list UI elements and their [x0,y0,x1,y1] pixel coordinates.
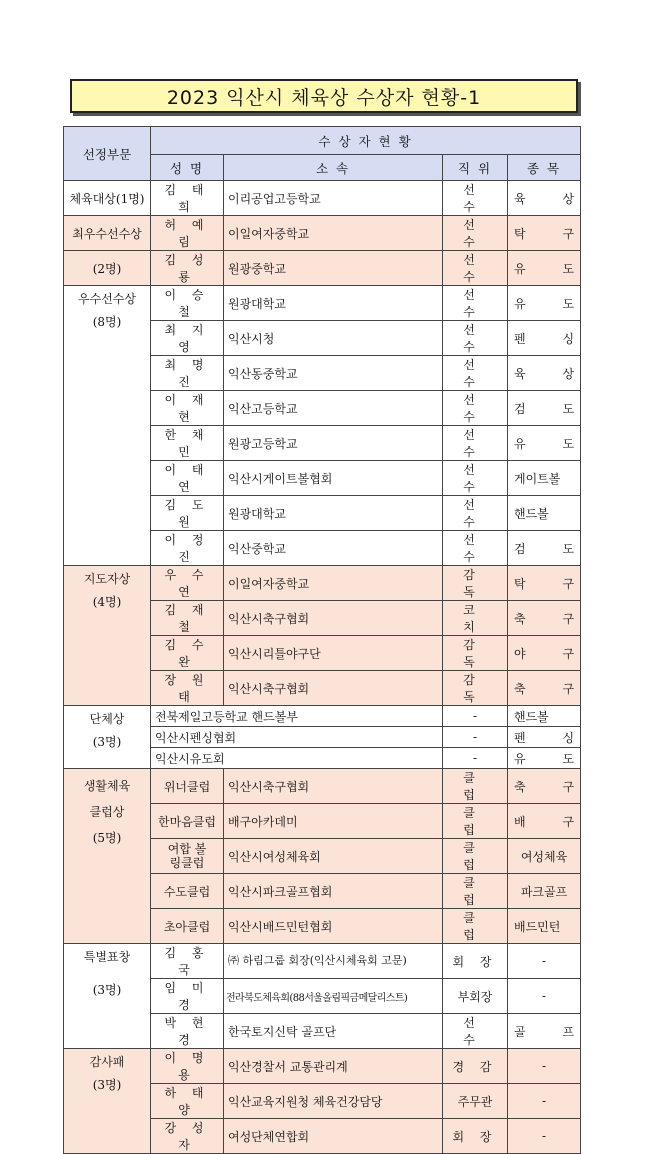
category-label: 단체상 [89,712,125,726]
affiliation-cell: 익산고등학교 [224,391,443,426]
sport-cell: 유 도 [508,426,581,461]
position-cell: 코 치 [443,601,508,636]
affiliation-cell: 익산시배드민턴협회 [224,909,443,944]
name-cell: 임 미 경 [151,979,224,1014]
sport-cell: 유 도 [508,286,581,321]
name-cell: 이 승 철 [151,286,224,321]
sport-cell: 게이트볼 [508,461,581,496]
sport-cell: 축 구 [508,671,581,706]
position-cell: 선 수 [443,216,508,251]
name-cell: 우 수 연 [151,566,224,601]
sport-cell: 파크골프 [508,874,581,909]
page-title: 2023 익산시 체육상 수상자 현황-1 [70,79,578,113]
affiliation-cell: 익산시축구협회 [224,601,443,636]
sport-cell: 펜 싱 [508,321,581,356]
affiliation-cell: ㈜ 하림그룹 회장(익산시체육회 고문) [224,944,443,979]
header-category: 선정부문 [64,127,151,181]
category-count: (5명) [92,831,122,845]
name-cell: 이 재 현 [151,391,224,426]
header-position: 직 위 [443,155,508,181]
award-table [63,126,581,1154]
affiliation-cell: 배구아카데미 [224,804,443,839]
affiliation-cell: 익산시파크골프협회 [224,874,443,909]
affiliation-cell: 익산시여성체육회 [224,839,443,874]
name-cell: 김 수 완 [151,636,224,671]
category-label: 특별표창 [83,950,131,964]
sport-cell: - [508,979,581,1014]
position-cell: 클 럽 [443,874,508,909]
team-cell: 전북제일고등학교 핸드볼부 [151,706,443,727]
position-cell: 선 수 [443,531,508,566]
sport-cell: 펜 싱 [508,727,581,748]
position-cell: 클 럽 [443,909,508,944]
name-cell: 최 명 진 [151,356,224,391]
name-cell: 하 태 양 [151,1084,224,1119]
name-cell: 위너클럽 [151,769,224,804]
position-cell: 선 수 [443,1014,508,1049]
position-cell: 감 독 [443,636,508,671]
affiliation-cell: 익산시청 [224,321,443,356]
sport-cell: - [508,944,581,979]
category-cell [64,286,151,566]
sport-cell: 골 프 [508,1014,581,1049]
category-cell [64,769,151,944]
name-cell: 강 성 자 [151,1119,224,1154]
affiliation-cell: 원광고등학교 [224,426,443,461]
category-count: (3명) [92,983,122,997]
name-cell: 이 정 진 [151,531,224,566]
header-name: 성 명 [151,155,224,181]
position-cell: 선 수 [443,251,508,286]
sport-cell: 검 도 [508,391,581,426]
position-cell: - [443,727,508,748]
affiliation-cell: 이일여자중학교 [224,566,443,601]
position-cell: 선 수 [443,391,508,426]
sport-cell: 검 도 [508,531,581,566]
affiliation-cell: 원광대학교 [224,496,443,531]
position-cell: 선 수 [443,181,508,216]
category-count: (3명) [92,735,122,749]
affiliation-cell: 이일여자중학교 [224,216,443,251]
category-cell [64,566,151,706]
position-cell: - [443,706,508,727]
team-cell: 익산시유도회 [151,748,443,769]
affiliation-cell: 익산교육지원청 체육건강담당 [224,1084,443,1119]
name-cell: 이 명 용 [151,1049,224,1084]
position-cell: 클 럽 [443,839,508,874]
position-cell: 선 수 [443,356,508,391]
sport-cell: - [508,1049,581,1084]
category-label: 지도자상 [83,572,131,586]
position-cell: 회 장 [443,944,508,979]
position-cell: 클 럽 [443,769,508,804]
name-cell: 장 원 태 [151,671,224,706]
position-cell: 주무관 [443,1084,508,1119]
affiliation-cell: 전라북도체육회(88서울올림픽금메달리스트) [224,979,443,1014]
affiliation-cell: 익산시축구협회 [224,671,443,706]
sport-cell: 핸드볼 [508,706,581,727]
affiliation-cell: 한국토지신탁 골프단 [224,1014,443,1049]
name-cell: 박 현 경 [151,1014,224,1049]
sport-cell: 탁 구 [508,566,581,601]
sport-cell: 유 도 [508,251,581,286]
name-cell: 김 성 룡 [151,251,224,286]
name-cell: 이 태 연 [151,461,224,496]
affiliation-cell: 익산중학교 [224,531,443,566]
header-affiliation: 소 속 [224,155,443,181]
category-count: (3명) [92,1078,122,1092]
category-cell [64,1049,151,1154]
affiliation-cell: 원광중학교 [224,251,443,286]
position-cell: 선 수 [443,426,508,461]
category-cell [64,706,151,769]
category-label: 감사패 [89,1055,125,1069]
affiliation-cell: 익산동중학교 [224,356,443,391]
category-cell: 체육대상(1명) [64,181,151,216]
category-count-cell: (2명) [64,251,151,286]
position-cell: 부회장 [443,979,508,1014]
sport-cell: 육 상 [508,181,581,216]
affiliation-cell: 익산경찰서 교통관리계 [224,1049,443,1084]
sport-cell: - [508,1119,581,1154]
category-cell: 최우수선수상 [64,216,151,251]
sport-cell: 야 구 [508,636,581,671]
category-label: 생활체육 [83,779,131,793]
name-cell: 한 채 민 [151,426,224,461]
affiliation-cell: 이리공업고등학교 [224,181,443,216]
name-cell: 김 도 원 [151,496,224,531]
sport-cell: 핸드볼 [508,496,581,531]
name-cell [151,839,224,874]
name-cell: 한마음클럽 [151,804,224,839]
category-label: 우수선수상 [78,292,136,306]
position-cell: 선 수 [443,321,508,356]
category-label-2: 클럽상 [89,805,125,819]
affiliation-cell: 원광대학교 [224,286,443,321]
sport-cell: 탁 구 [508,216,581,251]
club-name: 여합 볼링클럽 [167,842,207,870]
affiliation-cell: 익산시축구협회 [224,769,443,804]
position-cell: 경 감 [443,1049,508,1084]
name-cell: 최 지 영 [151,321,224,356]
name-cell: 김 재 철 [151,601,224,636]
team-cell: 익산시펜싱협회 [151,727,443,748]
position-cell: 회 장 [443,1119,508,1154]
header-status: 수 상 자 현 황 [151,127,581,155]
affiliation-cell: 익산시리틀야구단 [224,636,443,671]
header-sport: 종 목 [508,155,581,181]
position-cell: 선 수 [443,496,508,531]
sport-cell: 여성체육 [508,839,581,874]
position-cell: - [443,748,508,769]
position-cell: 선 수 [443,461,508,496]
name-cell: 초아클럽 [151,909,224,944]
name-cell: 김 태 희 [151,181,224,216]
position-cell: 감 독 [443,566,508,601]
sport-cell: - [508,1084,581,1119]
affiliation-cell: 여성단체연합회 [224,1119,443,1154]
position-cell: 감 독 [443,671,508,706]
category-count: (4명) [92,595,122,609]
sport-cell: 배드민턴 [508,909,581,944]
name-cell: 허 예 림 [151,216,224,251]
name-cell: 수도클럽 [151,874,224,909]
sport-cell: 축 구 [508,601,581,636]
sport-cell: 유 도 [508,748,581,769]
category-cell [64,944,151,1049]
sport-cell: 육 상 [508,356,581,391]
position-cell: 선 수 [443,286,508,321]
sport-cell: 축 구 [508,769,581,804]
position-cell: 클 럽 [443,804,508,839]
sport-cell: 배 구 [508,804,581,839]
name-cell: 김 홍 국 [151,944,224,979]
affiliation-cell: 익산시게이트볼협회 [224,461,443,496]
category-count: (8명) [92,315,122,329]
